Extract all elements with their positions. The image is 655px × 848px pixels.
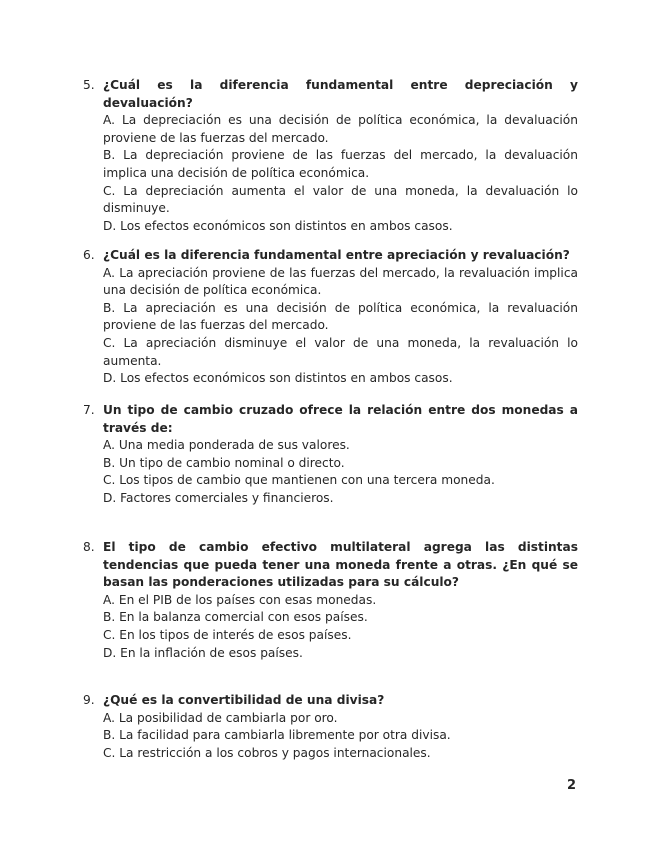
option-d: D. Los efectos económicos son distintos en ambos casos. — [103, 371, 453, 386]
option-a: A. Una media ponderada de sus valores. — [103, 438, 350, 453]
option-b: B. En la balanza comercial con esos países. — [103, 610, 368, 625]
question-text: ¿Cuál es la diferencia fundamental entre apreciación y revaluación? — [103, 248, 570, 262]
option-a: A. En el PIB de los países con esas monedas. — [103, 592, 377, 607]
option-a: A. La posibilidad de cambiarla por oro. — [103, 710, 338, 725]
question-6 — [83, 247, 578, 388]
option-c: C. Los tipos de cambio que mantienen con una tercera moneda. — [103, 473, 495, 488]
question-text: ¿Cuál es la diferencia fundamental entre depreciación y devaluación? — [103, 78, 578, 110]
page-number: 2 — [567, 778, 577, 793]
option-c: C. La restricción a los cobros y pagos internacionales. — [103, 745, 431, 760]
question-number: 9. — [83, 693, 95, 707]
option-d: D. Los efectos económicos son distintos en ambos casos. — [103, 218, 453, 233]
question-text: El tipo de cambio efectivo multilateral agrega las distintas tendencias que pueda tener una moneda frente a otras. ¿En qué se basan las ponderaciones utilizadas para su cálculo? — [103, 540, 578, 590]
option-a: A. La depreciación es una decisión de política económica, la devaluación proviene de las fuerzas del mercado. — [103, 113, 578, 145]
question-text: ¿Qué es la convertibilidad de una divisa? — [103, 693, 385, 707]
option-c: C. La apreciación disminuye el valor de una moneda, la revaluación lo aumenta. — [103, 335, 578, 368]
question-9 — [83, 692, 578, 762]
question-number: 6. — [83, 248, 95, 262]
option-c: C. En los tipos de interés de esos países. — [103, 627, 352, 642]
question-number: 7. — [83, 403, 95, 417]
option-a: A. La apreciación proviene de las fuerzas del mercado, la revaluación implica una decisión de política económica. — [103, 265, 578, 298]
option-b: B. La apreciación es una decisión de política económica, la revaluación proviene de las fuerzas del mercado. — [103, 300, 578, 333]
option-b: B. Un tipo de cambio nominal o directo. — [103, 455, 345, 470]
question-8 — [83, 539, 578, 662]
question-5 — [83, 77, 578, 235]
option-d: D. En la inflación de esos países. — [103, 645, 303, 660]
option-b: B. La facilidad para cambiarla libremente por otra divisa. — [103, 728, 451, 743]
question-number: 8. — [83, 540, 95, 554]
option-b: B. La depreciación proviene de las fuerzas del mercado, la devaluación implica una decisión de política económica. — [103, 148, 578, 180]
option-d: D. Factores comerciales y financieros. — [103, 490, 334, 505]
question-number: 5. — [83, 78, 95, 92]
option-c: C. La depreciación aumenta el valor de una moneda, la devaluación lo disminuye. — [103, 183, 578, 216]
question-7 — [83, 402, 578, 508]
question-text: Un tipo de cambio cruzado ofrece la relación entre dos monedas a través de: — [103, 403, 578, 435]
